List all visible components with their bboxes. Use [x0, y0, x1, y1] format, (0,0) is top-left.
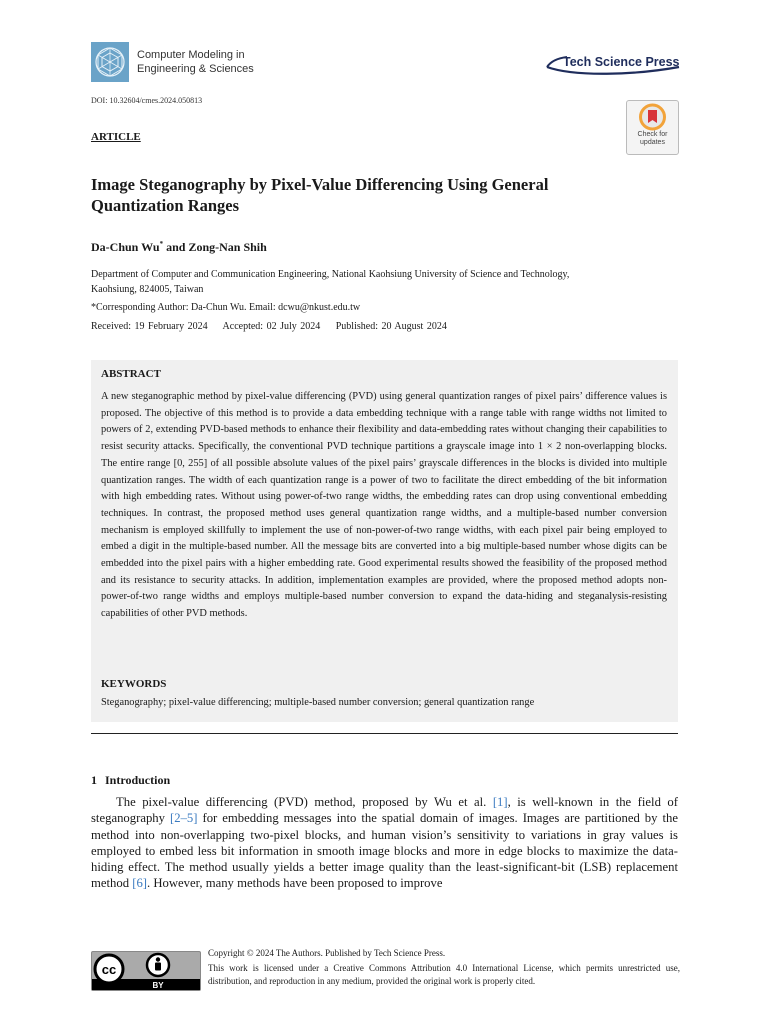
author-1: Da-Chun Wu — [91, 240, 160, 254]
section-divider — [91, 733, 678, 734]
publisher-logo — [545, 53, 680, 75]
corresponding-mark: * — [159, 240, 164, 248]
intro-text-part1: The pixel-value differencing (PVD) method, proposed by Wu et al. — [116, 795, 493, 809]
intro-text-part2: , is well-known in the field of steganography — [91, 795, 678, 826]
citation-link[interactable]: [1] — [492, 795, 508, 809]
journal-logo — [91, 42, 129, 82]
author-list — [91, 240, 267, 255]
accepted-date: Accepted: 02 July 2024 — [222, 321, 321, 332]
publisher-name: Tech Science Press — [563, 55, 680, 69]
check-updates-line1: Check for — [637, 131, 668, 138]
abstract-box — [91, 360, 678, 722]
keywords-heading: KEYWORDS — [101, 678, 167, 690]
paper-title-line2: Quantization Ranges — [91, 196, 240, 215]
abstract-heading: ABSTRACT — [101, 368, 161, 380]
doi[interactable]: DOI: 10.32604/cmes.2024.050813 — [91, 96, 203, 105]
check-for-updates-badge[interactable] — [626, 100, 679, 155]
section-heading — [91, 773, 178, 788]
journal-name-line1: Computer Modeling in — [137, 49, 245, 61]
affiliation — [91, 267, 671, 297]
corresponding-author: *Corresponding Author: Da-Chun Wu. Email: dcwu@nkust.edu.tw — [91, 302, 361, 313]
paper-title-line1: Image Steganography by Pixel-Value Differencing Using General — [91, 175, 549, 194]
publication-dates — [91, 321, 459, 332]
paper-title — [91, 174, 651, 216]
section-number: 1 — [91, 773, 97, 787]
check-updates-line2: updates — [640, 139, 665, 146]
article-type-label: ARTICLE — [91, 131, 141, 143]
citation-link[interactable]: [6] — [132, 876, 148, 891]
citation-link[interactable]: [2–5] — [170, 811, 198, 826]
check-updates-icon — [627, 101, 678, 131]
intro-text-part4: . However, many methods have been proposed to improve — [147, 876, 443, 891]
published-date: Published: 20 August 2024 — [335, 321, 447, 332]
section-title: Introduction — [105, 773, 171, 787]
copyright-notice: Copyright © 2024 The Authors. Published by Tech Science Press. — [208, 948, 446, 958]
journal-name-line2: Engineering & Sciences — [137, 63, 254, 75]
cc-by-license-badge[interactable] — [91, 951, 201, 991]
affiliation-line2: Kaohsiung, 824005, Taiwan — [91, 284, 204, 295]
keywords-text: Steganography; pixel-value differencing; multiple-based number conversion; general quantization range — [101, 697, 535, 708]
received-date: Received: 19 February 2024 — [91, 321, 208, 332]
intro-text-part3: for embedding messages into the spatial domain of images. Images are partitioned by the method into non-overlapping two-pixel blocks, and human vision’s sensitivity to variations in gray values is employed to embed less bit information in smooth image blocks and more in edge blocks to maximize the data-hiding effect. The method usually yields a better image quality than the least-significant-bit (LSB) replacement method — [91, 811, 678, 891]
author-2: and Zong-Nan Shih — [163, 240, 267, 254]
by-label: BY — [152, 981, 164, 990]
affiliation-line1: Department of Computer and Communication Engineering, National Kaohsiung University of Science and Technology, — [91, 269, 570, 280]
cc-label: cc — [101, 962, 117, 977]
intro-paragraph — [91, 794, 678, 892]
abstract-text: A new steganographic method by pixel-value differencing (PVD) using general quantization ranges of pixel pairs’ difference values is proposed. The objective of this method is to provide a data embedding technique with a range table with range widths not limited to powers of 2, extending PVD-based methods to enhance their flexibility and data-embedding rates without changing their capabilities to resist security attacks. Specifically, the conventional PVD technique partitions a grayscale image into 1 × 2 non-overlapping blocks. The entire range [0, 255] of all possible absolute values of the pixel pairs’ grayscale differences in the blocks is divided into multiple quantization ranges. The width of each quantization range is a power of two to facilitate the direct embedding of the bit information with high embedding rates. Without using power-of-two range widths, the embedding rates can drop using conventional embedding techniques. In contrast, the proposed method uses general quantization range widths, and a multiple-based number conversion mechanism is employed skillfully to implement the use of non-power-of-two range widths, with each pixel pair being employed to embed a digit in the multiple-based number. All the message bits are converted into a big multiple-based number whose digits can be embedded into the pixel pairs with a higher embedding rate. Good experimental results showed the feasibility of the proposed method and its resistance to security attacks. In addition, implementation examples are provided, where the proposed method adopts non-power-of-two range widths and employs multiple-based number conversion to expand the data-hiding and steganalysis-resisting capabilities of other PVD methods. — [101, 391, 667, 620]
journal-name — [137, 48, 254, 76]
license-notice: This work is licensed under a Creative Commons Attribution 4.0 International License, which permits unrestricted use, distribution, and reproduction in any medium, provided the original work is properly cited. — [208, 963, 680, 986]
